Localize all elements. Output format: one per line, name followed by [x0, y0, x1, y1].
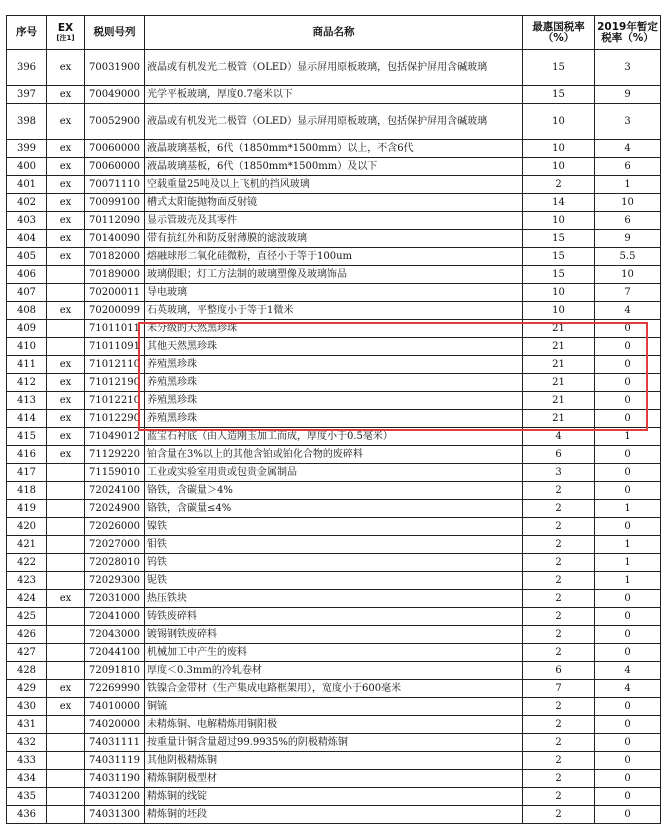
- cell-mfn-rate: 10: [523, 140, 595, 158]
- cell-mfn-rate: 3: [523, 464, 595, 482]
- cell-mfn-rate: 2: [523, 752, 595, 770]
- cell-seq: 428: [7, 662, 47, 680]
- cell-mfn-rate: 2: [523, 482, 595, 500]
- cell-seq: 411: [7, 356, 47, 374]
- cell-code: 72041000: [85, 608, 145, 626]
- cell-code: 71011011: [85, 320, 145, 338]
- cell-code: 71012210: [85, 392, 145, 410]
- cell-ex: [47, 482, 85, 500]
- header-ex-note: [注1]: [56, 34, 75, 42]
- cell-ex: [47, 788, 85, 806]
- header-name: 商品名称: [145, 16, 523, 50]
- cell-code: 71159010: [85, 464, 145, 482]
- table-row: [7, 662, 661, 680]
- cell-code: 72091810: [85, 662, 145, 680]
- cell-temp-rate: 4: [595, 302, 661, 320]
- table-row: [7, 392, 661, 410]
- table-row: [7, 158, 661, 176]
- cell-seq: 420: [7, 518, 47, 536]
- cell-seq: 433: [7, 752, 47, 770]
- cell-code: 74031119: [85, 752, 145, 770]
- cell-name: 导电玻璃: [145, 284, 523, 302]
- cell-mfn-rate: 10: [523, 212, 595, 230]
- cell-seq: 426: [7, 626, 47, 644]
- cell-temp-rate: 0: [595, 392, 661, 410]
- cell-mfn-rate: 2: [523, 626, 595, 644]
- cell-mfn-rate: 15: [523, 248, 595, 266]
- cell-mfn-rate: 10: [523, 158, 595, 176]
- cell-seq: 418: [7, 482, 47, 500]
- table-row: [7, 320, 661, 338]
- cell-seq: 401: [7, 176, 47, 194]
- cell-mfn-rate: 10: [523, 104, 595, 140]
- cell-temp-rate: 6: [595, 212, 661, 230]
- cell-seq: 427: [7, 644, 47, 662]
- cell-name: 其他天然黑珍珠: [145, 338, 523, 356]
- cell-temp-rate: 0: [595, 590, 661, 608]
- cell-mfn-rate: 2: [523, 572, 595, 590]
- cell-ex: ex: [47, 86, 85, 104]
- cell-mfn-rate: 7: [523, 680, 595, 698]
- cell-code: 70112090: [85, 212, 145, 230]
- cell-seq: 402: [7, 194, 47, 212]
- table-row: [7, 428, 661, 446]
- cell-mfn-rate: 14: [523, 194, 595, 212]
- cell-name: 铸铁废碎料: [145, 608, 523, 626]
- cell-ex: ex: [47, 590, 85, 608]
- table-row: [7, 410, 661, 428]
- cell-seq: 397: [7, 86, 47, 104]
- cell-name: 石英玻璃，平整度小于等于1微米: [145, 302, 523, 320]
- cell-code: 71011091: [85, 338, 145, 356]
- cell-seq: 413: [7, 392, 47, 410]
- table-row: [7, 806, 661, 824]
- cell-ex: [47, 284, 85, 302]
- cell-mfn-rate: 2: [523, 734, 595, 752]
- cell-ex: ex: [47, 392, 85, 410]
- cell-name: 热压铁块: [145, 590, 523, 608]
- cell-temp-rate: 3: [595, 50, 661, 86]
- cell-mfn-rate: 6: [523, 446, 595, 464]
- cell-name: 厚度＜0.3mm的冷轧卷材: [145, 662, 523, 680]
- cell-code: 70049000: [85, 86, 145, 104]
- cell-code: 72024100: [85, 482, 145, 500]
- cell-ex: ex: [47, 248, 85, 266]
- table-row: [7, 104, 661, 140]
- cell-mfn-rate: 2: [523, 698, 595, 716]
- table-row: [7, 230, 661, 248]
- cell-name: 养殖黑珍珠: [145, 374, 523, 392]
- table-row: [7, 752, 661, 770]
- cell-temp-rate: 0: [595, 374, 661, 392]
- cell-temp-rate: 1: [595, 554, 661, 572]
- table-row: [7, 464, 661, 482]
- table-row: [7, 536, 661, 554]
- cell-code: 70189000: [85, 266, 145, 284]
- cell-name: 钨铁: [145, 554, 523, 572]
- cell-code: 70031900: [85, 50, 145, 86]
- cell-temp-rate: 0: [595, 410, 661, 428]
- cell-temp-rate: 10: [595, 194, 661, 212]
- cell-seq: 399: [7, 140, 47, 158]
- cell-ex: [47, 608, 85, 626]
- table-row: [7, 194, 661, 212]
- table-row: [7, 356, 661, 374]
- cell-name: 光学平板玻璃，厚度0.7毫米以下: [145, 86, 523, 104]
- cell-code: 72026000: [85, 518, 145, 536]
- cell-ex: [47, 320, 85, 338]
- cell-temp-rate: 0: [595, 464, 661, 482]
- cell-seq: 409: [7, 320, 47, 338]
- cell-mfn-rate: 10: [523, 284, 595, 302]
- cell-code: 70182000: [85, 248, 145, 266]
- cell-code: 71129220: [85, 446, 145, 464]
- cell-code: 72269990: [85, 680, 145, 698]
- cell-seq: 407: [7, 284, 47, 302]
- cell-ex: [47, 644, 85, 662]
- cell-seq: 400: [7, 158, 47, 176]
- cell-ex: [47, 266, 85, 284]
- cell-name: 精炼铜的线锭: [145, 788, 523, 806]
- cell-ex: [47, 662, 85, 680]
- cell-name: 养殖黑珍珠: [145, 356, 523, 374]
- cell-ex: [47, 338, 85, 356]
- cell-name: 玻璃假眼；灯工方法制的玻璃塑像及玻璃饰品: [145, 266, 523, 284]
- cell-seq: 434: [7, 770, 47, 788]
- cell-temp-rate: 1: [595, 428, 661, 446]
- header-ex-label: EX: [57, 22, 74, 34]
- table-row: [7, 644, 661, 662]
- cell-name: 铂含量在3%以上的其他含铂或铂化合物的废碎料: [145, 446, 523, 464]
- cell-code: 71012190: [85, 374, 145, 392]
- cell-name: 铌铁: [145, 572, 523, 590]
- cell-ex: [47, 716, 85, 734]
- cell-temp-rate: 0: [595, 356, 661, 374]
- cell-code: 72044100: [85, 644, 145, 662]
- table-row: [7, 626, 661, 644]
- cell-ex: [47, 734, 85, 752]
- cell-seq: 404: [7, 230, 47, 248]
- table-row: [7, 698, 661, 716]
- cell-seq: 408: [7, 302, 47, 320]
- cell-seq: 396: [7, 50, 47, 86]
- cell-mfn-rate: 21: [523, 356, 595, 374]
- cell-name: 液晶或有机发光二极管（OLED）显示屏用原板玻璃，包括保护屏用含碱玻璃: [145, 104, 523, 140]
- cell-name: 铜锍: [145, 698, 523, 716]
- cell-mfn-rate: 2: [523, 644, 595, 662]
- cell-ex: ex: [47, 698, 85, 716]
- cell-code: 74031190: [85, 770, 145, 788]
- cell-seq: 416: [7, 446, 47, 464]
- cell-code: 72028010: [85, 554, 145, 572]
- cell-temp-rate: 0: [595, 320, 661, 338]
- cell-code: 71012110: [85, 356, 145, 374]
- cell-mfn-rate: 2: [523, 716, 595, 734]
- cell-ex: [47, 500, 85, 518]
- cell-mfn-rate: 15: [523, 50, 595, 86]
- cell-mfn-rate: 10: [523, 302, 595, 320]
- cell-seq: 435: [7, 788, 47, 806]
- cell-mfn-rate: 21: [523, 338, 595, 356]
- cell-ex: ex: [47, 158, 85, 176]
- table-row: [7, 86, 661, 104]
- cell-name: 显示管玻壳及其零件: [145, 212, 523, 230]
- cell-name: 液晶玻璃基板，6代（1850mm*1500mm）及以下: [145, 158, 523, 176]
- cell-seq: 403: [7, 212, 47, 230]
- cell-seq: 429: [7, 680, 47, 698]
- cell-mfn-rate: 2: [523, 788, 595, 806]
- cell-temp-rate: 5.5: [595, 248, 661, 266]
- table-row: [7, 284, 661, 302]
- cell-mfn-rate: 2: [523, 554, 595, 572]
- table-row: [7, 500, 661, 518]
- cell-ex: ex: [47, 194, 85, 212]
- cell-name: 镀锡钢铁废碎料: [145, 626, 523, 644]
- cell-mfn-rate: 4: [523, 428, 595, 446]
- cell-seq: 432: [7, 734, 47, 752]
- cell-ex: ex: [47, 356, 85, 374]
- cell-name: 精炼铜阴极型材: [145, 770, 523, 788]
- cell-temp-rate: 4: [595, 140, 661, 158]
- table-row: [7, 302, 661, 320]
- cell-name: 液晶或有机发光二极管（OLED）显示屏用原板玻璃，包括保护屏用含碱玻璃: [145, 50, 523, 86]
- cell-temp-rate: 0: [595, 626, 661, 644]
- table-row: [7, 770, 661, 788]
- header-code: 税则号列: [85, 16, 145, 50]
- table-body: [7, 50, 661, 824]
- cell-code: 74020000: [85, 716, 145, 734]
- cell-code: 72031000: [85, 590, 145, 608]
- cell-mfn-rate: 2: [523, 176, 595, 194]
- table-row: [7, 50, 661, 86]
- table-row: [7, 608, 661, 626]
- cell-ex: [47, 464, 85, 482]
- cell-mfn-rate: 6: [523, 662, 595, 680]
- table-row: [7, 734, 661, 752]
- cell-name: 按重量计铜含量超过99.9935%的阴极精炼铜: [145, 734, 523, 752]
- cell-mfn-rate: 15: [523, 230, 595, 248]
- cell-temp-rate: 0: [595, 518, 661, 536]
- table-row: [7, 518, 661, 536]
- cell-ex: ex: [47, 374, 85, 392]
- cell-mfn-rate: 21: [523, 392, 595, 410]
- table-row: [7, 590, 661, 608]
- cell-code: 74010000: [85, 698, 145, 716]
- cell-temp-rate: 7: [595, 284, 661, 302]
- cell-seq: 436: [7, 806, 47, 824]
- table-row: [7, 572, 661, 590]
- cell-code: 70060000: [85, 158, 145, 176]
- table-row: [7, 338, 661, 356]
- cell-name: 带有抗红外和防反射薄膜的滤波玻璃: [145, 230, 523, 248]
- cell-temp-rate: 0: [595, 770, 661, 788]
- cell-temp-rate: 4: [595, 662, 661, 680]
- cell-name: 未精炼铜、电解精炼用铜阳极: [145, 716, 523, 734]
- cell-code: 72024900: [85, 500, 145, 518]
- table-row: [7, 140, 661, 158]
- cell-temp-rate: 0: [595, 644, 661, 662]
- cell-seq: 412: [7, 374, 47, 392]
- cell-name: 空载重量25吨及以上飞机的挡风玻璃: [145, 176, 523, 194]
- cell-seq: 421: [7, 536, 47, 554]
- table-row: [7, 680, 661, 698]
- header-row: [7, 16, 661, 50]
- table-row: [7, 248, 661, 266]
- cell-ex: ex: [47, 230, 85, 248]
- cell-temp-rate: 1: [595, 176, 661, 194]
- cell-temp-rate: 0: [595, 788, 661, 806]
- cell-mfn-rate: 2: [523, 518, 595, 536]
- cell-mfn-rate: 2: [523, 536, 595, 554]
- cell-ex: [47, 806, 85, 824]
- cell-ex: ex: [47, 212, 85, 230]
- cell-ex: ex: [47, 104, 85, 140]
- cell-name: 槽式太阳能抛物面反射镜: [145, 194, 523, 212]
- table-row: [7, 176, 661, 194]
- cell-name: 其他阴极精炼铜: [145, 752, 523, 770]
- cell-temp-rate: 0: [595, 698, 661, 716]
- header-mfn-rate: 最惠国税率（%）: [523, 16, 595, 50]
- cell-seq: 431: [7, 716, 47, 734]
- cell-code: 74031111: [85, 734, 145, 752]
- cell-name: 液晶玻璃基板，6代（1850mm*1500mm）以上，不含6代: [145, 140, 523, 158]
- cell-seq: 424: [7, 590, 47, 608]
- cell-seq: 414: [7, 410, 47, 428]
- cell-temp-rate: 0: [595, 446, 661, 464]
- cell-mfn-rate: 21: [523, 374, 595, 392]
- cell-mfn-rate: 2: [523, 806, 595, 824]
- cell-seq: 410: [7, 338, 47, 356]
- cell-name: 镍铁: [145, 518, 523, 536]
- cell-seq: 398: [7, 104, 47, 140]
- table-row: [7, 446, 661, 464]
- cell-code: 70052900: [85, 104, 145, 140]
- cell-code: 72027000: [85, 536, 145, 554]
- table-row: [7, 554, 661, 572]
- cell-ex: ex: [47, 176, 85, 194]
- cell-mfn-rate: 2: [523, 770, 595, 788]
- cell-temp-rate: 1: [595, 572, 661, 590]
- cell-seq: 419: [7, 500, 47, 518]
- table-row: [7, 788, 661, 806]
- cell-ex: [47, 536, 85, 554]
- cell-name: 养殖黑珍珠: [145, 392, 523, 410]
- header-temp-rate: 2019年暂定税率（%）: [595, 16, 661, 50]
- cell-seq: 425: [7, 608, 47, 626]
- cell-name: 铁镍合金带材（生产集成电路框架用），宽度小于600毫米: [145, 680, 523, 698]
- cell-code: 70200099: [85, 302, 145, 320]
- cell-temp-rate: 1: [595, 536, 661, 554]
- cell-mfn-rate: 21: [523, 320, 595, 338]
- cell-ex: ex: [47, 50, 85, 86]
- cell-temp-rate: 9: [595, 86, 661, 104]
- cell-temp-rate: 4: [595, 680, 661, 698]
- cell-ex: [47, 572, 85, 590]
- cell-name: 铬铁，含碳量≤4%: [145, 500, 523, 518]
- cell-name: 精炼铜的坯段: [145, 806, 523, 824]
- cell-mfn-rate: 15: [523, 266, 595, 284]
- cell-ex: [47, 770, 85, 788]
- cell-code: 74031300: [85, 806, 145, 824]
- cell-temp-rate: 0: [595, 338, 661, 356]
- table-row: [7, 266, 661, 284]
- cell-ex: [47, 752, 85, 770]
- cell-ex: [47, 626, 85, 644]
- tariff-table: [6, 15, 661, 824]
- cell-temp-rate: 1: [595, 500, 661, 518]
- header-seq: 序号: [7, 16, 47, 50]
- cell-name: 熔融球形二氧化硅微粉，直径小于等于100um: [145, 248, 523, 266]
- cell-code: 74031200: [85, 788, 145, 806]
- cell-mfn-rate: 2: [523, 590, 595, 608]
- cell-seq: 417: [7, 464, 47, 482]
- cell-temp-rate: 0: [595, 734, 661, 752]
- cell-code: 72029300: [85, 572, 145, 590]
- cell-code: 70200011: [85, 284, 145, 302]
- cell-code: 71049012: [85, 428, 145, 446]
- table-row: [7, 374, 661, 392]
- cell-seq: 406: [7, 266, 47, 284]
- cell-ex: ex: [47, 140, 85, 158]
- cell-ex: ex: [47, 428, 85, 446]
- cell-seq: 423: [7, 572, 47, 590]
- cell-seq: 415: [7, 428, 47, 446]
- cell-code: 70071110: [85, 176, 145, 194]
- cell-name: 铬铁，含碳量＞4%: [145, 482, 523, 500]
- cell-temp-rate: 10: [595, 266, 661, 284]
- cell-code: 70099100: [85, 194, 145, 212]
- cell-name: 未分级的天然黑珍珠: [145, 320, 523, 338]
- cell-seq: 405: [7, 248, 47, 266]
- cell-mfn-rate: 15: [523, 86, 595, 104]
- cell-name: 钼铁: [145, 536, 523, 554]
- cell-ex: [47, 554, 85, 572]
- cell-mfn-rate: 21: [523, 410, 595, 428]
- cell-name: 机械加工中产生的废料: [145, 644, 523, 662]
- cell-code: 70140090: [85, 230, 145, 248]
- cell-ex: ex: [47, 446, 85, 464]
- cell-name: 工业或实验室用贵或包贵金属制品: [145, 464, 523, 482]
- header-ex: [47, 16, 85, 50]
- cell-code: 72043000: [85, 626, 145, 644]
- cell-temp-rate: 0: [595, 608, 661, 626]
- cell-temp-rate: 9: [595, 230, 661, 248]
- cell-mfn-rate: 2: [523, 608, 595, 626]
- cell-ex: ex: [47, 410, 85, 428]
- table-row: [7, 482, 661, 500]
- cell-temp-rate: 0: [595, 752, 661, 770]
- table-row: [7, 716, 661, 734]
- cell-ex: ex: [47, 302, 85, 320]
- cell-temp-rate: 0: [595, 716, 661, 734]
- cell-code: 70060000: [85, 140, 145, 158]
- cell-ex: ex: [47, 680, 85, 698]
- cell-temp-rate: 3: [595, 104, 661, 140]
- cell-mfn-rate: 2: [523, 500, 595, 518]
- cell-seq: 430: [7, 698, 47, 716]
- cell-code: 71012290: [85, 410, 145, 428]
- cell-temp-rate: 0: [595, 806, 661, 824]
- cell-temp-rate: 6: [595, 158, 661, 176]
- cell-name: 蓝宝石衬底（由人造刚玉加工而成，厚度小于0.5毫米）: [145, 428, 523, 446]
- cell-name: 养殖黑珍珠: [145, 410, 523, 428]
- cell-ex: [47, 518, 85, 536]
- tariff-document: [6, 15, 661, 824]
- cell-temp-rate: 0: [595, 482, 661, 500]
- table-row: [7, 212, 661, 230]
- cell-seq: 422: [7, 554, 47, 572]
